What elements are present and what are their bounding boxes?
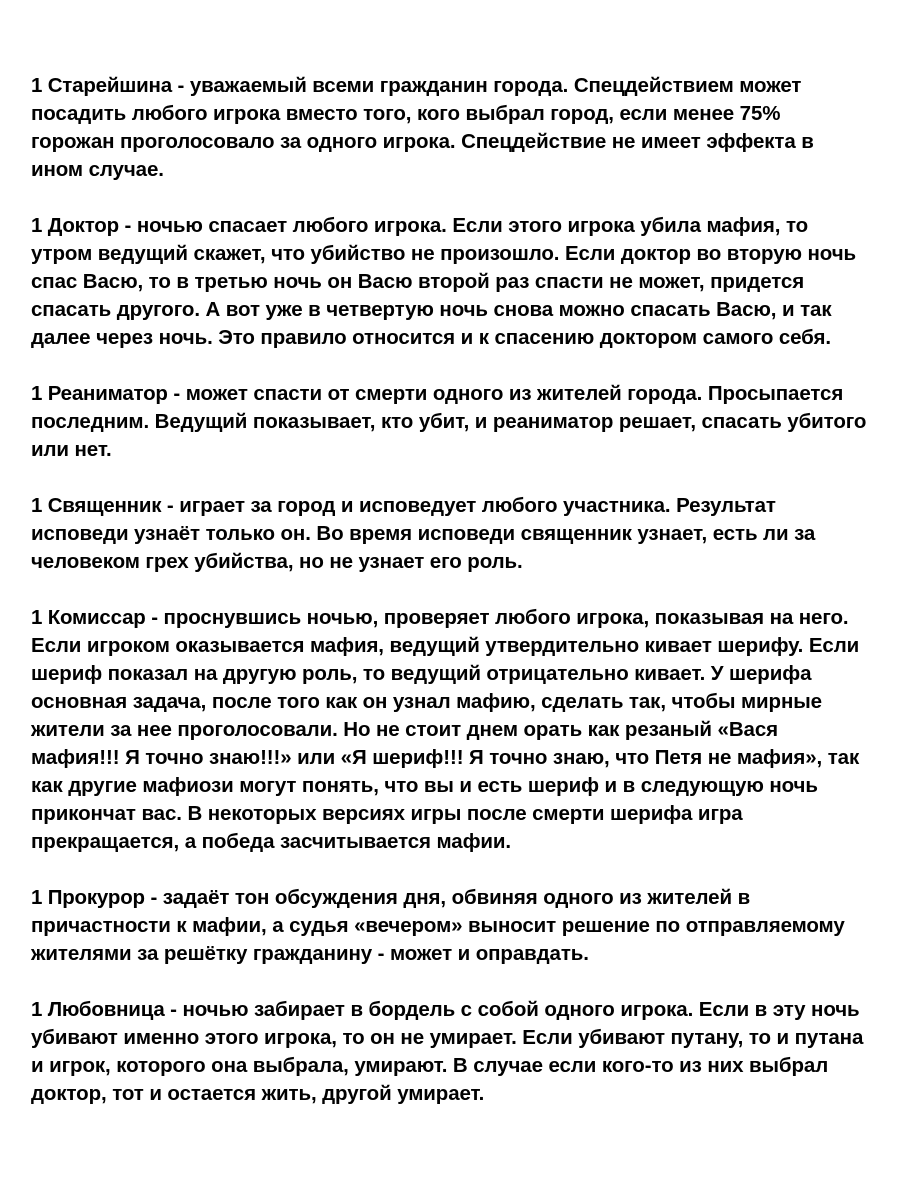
- role-separator: -: [171, 74, 190, 97]
- role-entry-prokuror: [31, 884, 869, 968]
- role-description: задаёт тон обсуждения дня, обвиняя одного из жителей в причастности к мафии, а судья «вечером» выносит решение по отправляемому жителями за решётку гражданину - может и оправдать.: [31, 886, 845, 965]
- role-entry-doktor: [31, 212, 869, 352]
- role-description: проснувшись ночью, проверяет любого игрока, показывая на него. Если игроком оказывается мафия, ведущий утвердительно кивает шерифу. Если шериф показал на другую роль, то ведущий отрицательно кивает. У шерифа основная задача, после того как он узнал мафию, сделать так, чтобы мирные жители за нее проголосовали. Но не стоит днем орать как резаный «Вася мафия!!! Я точно знаю!!!» или «Я шериф!!! Я точно знаю, что Петя не мафия», так как другие мафиози могут понять, что вы и есть шериф и в следующую ночь прикончат вас. В некоторых версиях игры после смерти шерифа игра прекращается, а победа засчитывается мафии.: [31, 606, 860, 853]
- role-name: 1 Доктор: [31, 214, 119, 237]
- role-name: 1 Старейшина: [31, 74, 172, 97]
- role-description: играет за город и исповедует любого участника. Результат исповеди узнаёт только он. Во время исповеди священник узнает, есть ли за человеком грех убийства, но не узнает его роль.: [31, 494, 816, 573]
- role-separator: -: [145, 606, 164, 629]
- role-separator: -: [144, 886, 163, 909]
- role-name: 1 Прокурор: [31, 886, 145, 909]
- role-separator: -: [118, 214, 137, 237]
- role-name: 1 Священник: [31, 494, 162, 517]
- role-entry-svyashchennik: [31, 492, 869, 576]
- role-separator: -: [164, 998, 183, 1021]
- role-description: уважаемый всеми гражданин города. Спецдействием может посадить любого игрока вместо того, кого выбрал город, если менее 75% горожан проголосовало за одного игрока. Спецдействие не имеет эффекта в ином случае.: [31, 74, 814, 181]
- role-description: может спасти от смерти одного из жителей города. Просыпается последним. Ведущий показывает, кто убит, и реаниматор решает, спасать убитого или нет.: [31, 382, 867, 461]
- role-name: 1 Любовница: [31, 998, 165, 1021]
- role-entry-reanimator: [31, 380, 869, 464]
- role-entry-starejshina: [31, 72, 869, 184]
- roles-list: [31, 72, 869, 1108]
- role-description: ночью забирает в бордель с собой одного игрока. Если в эту ночь убивают именно этого игрока, то он не умирает. Если убивают путану, то и путана и игрок, которого она выбрала, умирают. В случае если кого-то из них выбрал доктор, тот и остается жить, другой умирает.: [31, 998, 864, 1105]
- role-name: 1 Реаниматор: [31, 382, 168, 405]
- role-entry-lyubovnica: [31, 996, 869, 1108]
- role-separator: -: [167, 382, 186, 405]
- role-entry-komissar: [31, 604, 869, 856]
- role-description: ночью спасает любого игрока. Если этого игрока убила мафия, то утром ведущий скажет, что убийство не произошло. Если доктор во вторую ночь спас Васю, то в третью ночь он Васю второй раз спасти не может, придется спасать другого. А вот уже в четвертую ночь снова можно спасать Васю, и так далее через ночь. Это правило относится и к спасению доктором самого себя.: [31, 214, 857, 349]
- role-name: 1 Комиссар: [31, 606, 146, 629]
- role-separator: -: [161, 494, 180, 517]
